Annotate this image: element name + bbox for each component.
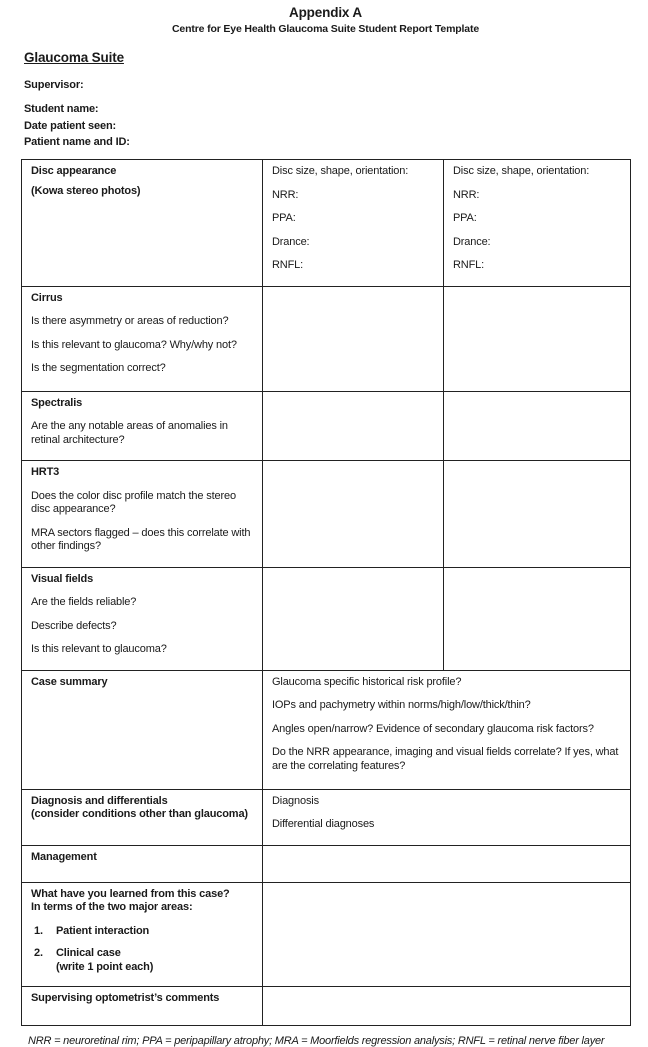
hrt3-question: MRA sectors flagged – does this correlate with other findings? (31, 526, 251, 552)
disc-appearance-eye2-cell (444, 160, 631, 287)
cirrus-question: Is there asymmetry or areas of reduction? (31, 315, 229, 327)
disc-size-label: Disc size, shape, orientation: (453, 165, 590, 177)
diagnosis-line: Diagnosis (272, 794, 319, 807)
learned-list-item (31, 925, 254, 939)
case-summary-question: Glaucoma specific historical risk profile? (272, 675, 462, 688)
case-summary-content-cell (263, 670, 631, 789)
cirrus-label-cell (22, 286, 263, 391)
visual-fields-question: Describe defects? (31, 619, 117, 632)
learned-title-line1: What have you learned from this case? (31, 887, 230, 900)
table-row-learned (22, 882, 631, 987)
management-title: Management (31, 850, 97, 863)
spectralis-title: Spectralis (31, 396, 83, 409)
cirrus-question: Is the segmentation correct? (31, 362, 166, 374)
visual-fields-question: Is this relevant to glaucoma? (31, 643, 167, 655)
table-row-visual-fields (22, 567, 631, 670)
rnfl-label: RNFL: (453, 259, 485, 271)
nrr-label: NRR: (272, 188, 299, 201)
learned-list (31, 925, 254, 975)
learned-title-line2: In terms of the two major areas: (31, 901, 193, 913)
cirrus-title: Cirrus (31, 291, 63, 304)
drance-label: Drance: (453, 235, 491, 248)
management-label-cell (22, 845, 263, 882)
case-summary-label-cell (22, 670, 263, 789)
case-summary-question: Do the NRR appearance, imaging and visual fields correlate? If yes, what are the correlating features? (272, 746, 619, 772)
diagnosis-title: Diagnosis and differentials (31, 794, 168, 807)
patient-name-id-label: Patient name and ID: (24, 136, 130, 148)
management-content-cell (263, 845, 631, 882)
visual-fields-label-cell (22, 567, 263, 670)
learned-list-item (31, 947, 254, 974)
table-row-case-summary (22, 670, 631, 789)
diagnosis-content-cell (263, 789, 631, 845)
ppa-label: PPA: (272, 212, 296, 224)
case-summary-question: Angles open/narrow? Evidence of secondary glaucoma risk factors? (272, 722, 594, 735)
table-row-management (22, 845, 631, 882)
spectralis-answer-cell-b (444, 391, 631, 461)
report-table (21, 159, 631, 1026)
list-number: 2. (34, 947, 43, 959)
supervising-comments-label-cell (22, 987, 263, 1026)
student-name-label: Student name: (24, 103, 99, 115)
diagnosis-label-cell (22, 789, 263, 845)
rnfl-label: RNFL: (272, 259, 304, 271)
supervising-comments-title: Supervising optometrist’s comments (31, 992, 220, 1004)
nrr-label: NRR: (453, 188, 480, 201)
hrt3-question: Does the color disc profile match the stereo disc appearance? (31, 489, 236, 515)
supervising-comments-content-cell (263, 987, 631, 1026)
table-row-supervising-comments (22, 987, 631, 1026)
spectralis-question: Are the any notable areas of anomalies in retinal architecture? (31, 420, 228, 446)
page-subtitle: Centre for Eye Health Glaucoma Suite Student Report Template (171, 23, 480, 35)
table-row-cirrus (22, 286, 631, 391)
ppa-label: PPA: (453, 212, 477, 224)
differential-diagnoses-line: Differential diagnoses (272, 818, 375, 830)
list-item-text: Clinical case (write 1 point each) (56, 947, 154, 973)
visual-fields-question: Are the fields reliable? (31, 596, 137, 608)
hrt3-answer-cell-b (444, 461, 631, 568)
table-row-diagnosis (22, 789, 631, 845)
table-row-disc-appearance (22, 160, 631, 287)
list-number: 1. (34, 924, 43, 937)
visual-fields-answer-cell-a (263, 567, 444, 670)
hrt3-title: HRT3 (31, 466, 60, 478)
spectralis-label-cell (22, 391, 263, 461)
list-item-text: Patient interaction (56, 924, 150, 937)
disc-appearance-subtitle: (Kowa stereo photos) (31, 185, 141, 197)
cirrus-answer-cell-a (263, 286, 444, 391)
visual-fields-title: Visual fields (31, 572, 94, 585)
page-title: Appendix A (288, 5, 362, 20)
cirrus-answer-cell-b (444, 286, 631, 391)
table-row-spectralis (22, 391, 631, 461)
case-summary-question: IOPs and pachymetry within norms/high/low/thick/thin? (272, 699, 531, 711)
spectralis-answer-cell-a (263, 391, 444, 461)
date-patient-seen-label: Date patient seen: (24, 119, 117, 132)
hrt3-label-cell (22, 461, 263, 568)
disc-size-label: Disc size, shape, orientation: (272, 165, 409, 177)
hrt3-answer-cell-a (263, 461, 444, 568)
abbreviations-footnote: NRR = neuroretinal rim; PPA = peripapillary atrophy; MRA = Moorfields regression analysis; RNFL = retinal nerve fiber layer (28, 1035, 605, 1047)
supervisor-label: Supervisor: (24, 79, 84, 91)
visual-fields-answer-cell-b (444, 567, 631, 670)
drance-label: Drance: (272, 235, 310, 248)
case-summary-title: Case summary (31, 675, 108, 688)
table-row-hrt3 (22, 461, 631, 568)
disc-appearance-label-cell (22, 160, 263, 287)
disc-appearance-eye1-cell (263, 160, 444, 287)
diagnosis-subtitle: (consider conditions other than glaucoma) (31, 808, 248, 820)
section-heading: Glaucoma Suite (24, 50, 124, 65)
disc-appearance-title: Disc appearance (31, 165, 117, 177)
cirrus-question: Is this relevant to glaucoma? Why/why not? (31, 338, 237, 351)
learned-label-cell (22, 882, 263, 987)
learned-content-cell (263, 882, 631, 987)
